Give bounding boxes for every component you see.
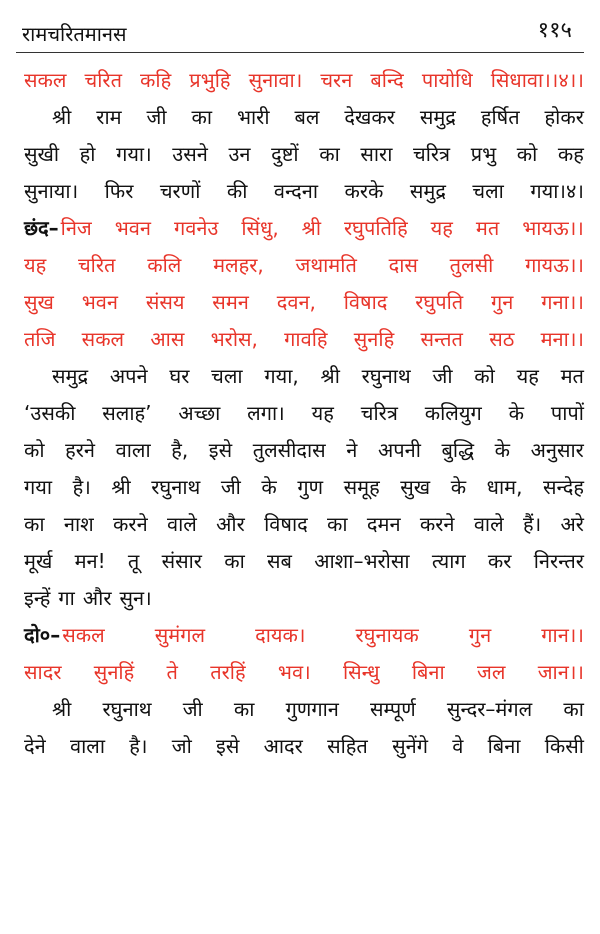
line-text: सुनाया। फिर चरणों की वन्दना करके समुद्र चला गया।४। — [24, 179, 584, 203]
book-title: रामचरितमानस — [22, 22, 127, 46]
verse-line — [24, 247, 584, 284]
line-text: सुख भवन संसय समन दवन, विषाद रघुपति गुन गना।। — [24, 290, 584, 314]
page-body — [24, 62, 584, 765]
line-text: देने वाला है। जो इसे आदर सहित सुनेंगे वे बिना किसी — [24, 734, 584, 758]
prose-line — [24, 691, 584, 728]
header-rule — [16, 52, 584, 53]
line-text: तजि सकल आस भरोस, गावहि सुनहि सन्तत सठ मना।। — [24, 327, 584, 351]
verse-line — [24, 617, 584, 654]
verse-line — [24, 654, 584, 691]
line-text: निज भवन गवनेउ सिंधु, श्री रघुपतिहि यह मत भायऊ।। — [60, 216, 584, 240]
line-text: श्री रघुनाथ जी का गुणगान सम्पूर्ण सुन्दर–मंगल का — [52, 697, 584, 721]
line-text: सकल सुमंगल दायक। रघुनायक गुन गान।। — [62, 623, 584, 647]
prose-line — [24, 395, 584, 432]
prose-line — [24, 469, 584, 506]
line-text: समुद्र अपने घर चला गया, श्री रघुनाथ जी को यह मत — [52, 364, 584, 388]
prose-line — [24, 432, 584, 469]
prose-line — [24, 728, 584, 765]
verse-line — [24, 321, 584, 358]
verse-line — [24, 62, 584, 99]
line-text: सादर सुनहिं ते तरहिं भव। सिन्धु बिना जल जान।। — [24, 660, 584, 684]
line-text: सुखी हो गया। उसने उन दुष्टों का सारा चरित्र प्रभु को कह — [24, 142, 584, 166]
line-text: मूर्ख मन! तू संसार का सब आशा–भरोसा त्याग कर निरन्तर — [24, 549, 584, 573]
verse-label: छंद– — [24, 216, 59, 240]
line-text: का नाश करने वाले और विषाद का दमन करने वाले हैं। अरे — [24, 512, 584, 536]
line-text: यह चरित कलि मलहर, जथामति दास तुलसी गायऊ।। — [24, 253, 584, 277]
verse-line — [24, 210, 584, 247]
line-text: इन्हें गा और सुन। — [24, 586, 152, 610]
line-text: गया है। श्री रघुनाथ जी के गुण समूह सुख के धाम, सन्देह — [24, 475, 584, 499]
prose-line — [24, 506, 584, 543]
verse-label: दो०– — [24, 623, 61, 647]
line-text: श्री राम जी का भारी बल देखकर समुद्र हर्षित होकर — [52, 105, 584, 129]
prose-line — [24, 136, 584, 173]
verse-line — [24, 284, 584, 321]
prose-line — [24, 173, 584, 210]
prose-line — [24, 580, 584, 617]
prose-line — [24, 358, 584, 395]
line-text: ‘उसकी सलाह’ अच्छा लगा। यह चरित्र कलियुग के पापों — [24, 401, 584, 425]
page-header — [0, 0, 600, 52]
prose-line — [24, 99, 584, 136]
line-text: सकल चरित कहि प्रभुहि सुनावा। चरन बन्दि पायोधि सिधावा।।४।। — [24, 68, 584, 92]
prose-line — [24, 543, 584, 580]
line-text: को हरने वाला है, इसे तुलसीदास ने अपनी बुद्धि के अनुसार — [24, 438, 584, 462]
page-number: ११५ — [537, 18, 572, 43]
